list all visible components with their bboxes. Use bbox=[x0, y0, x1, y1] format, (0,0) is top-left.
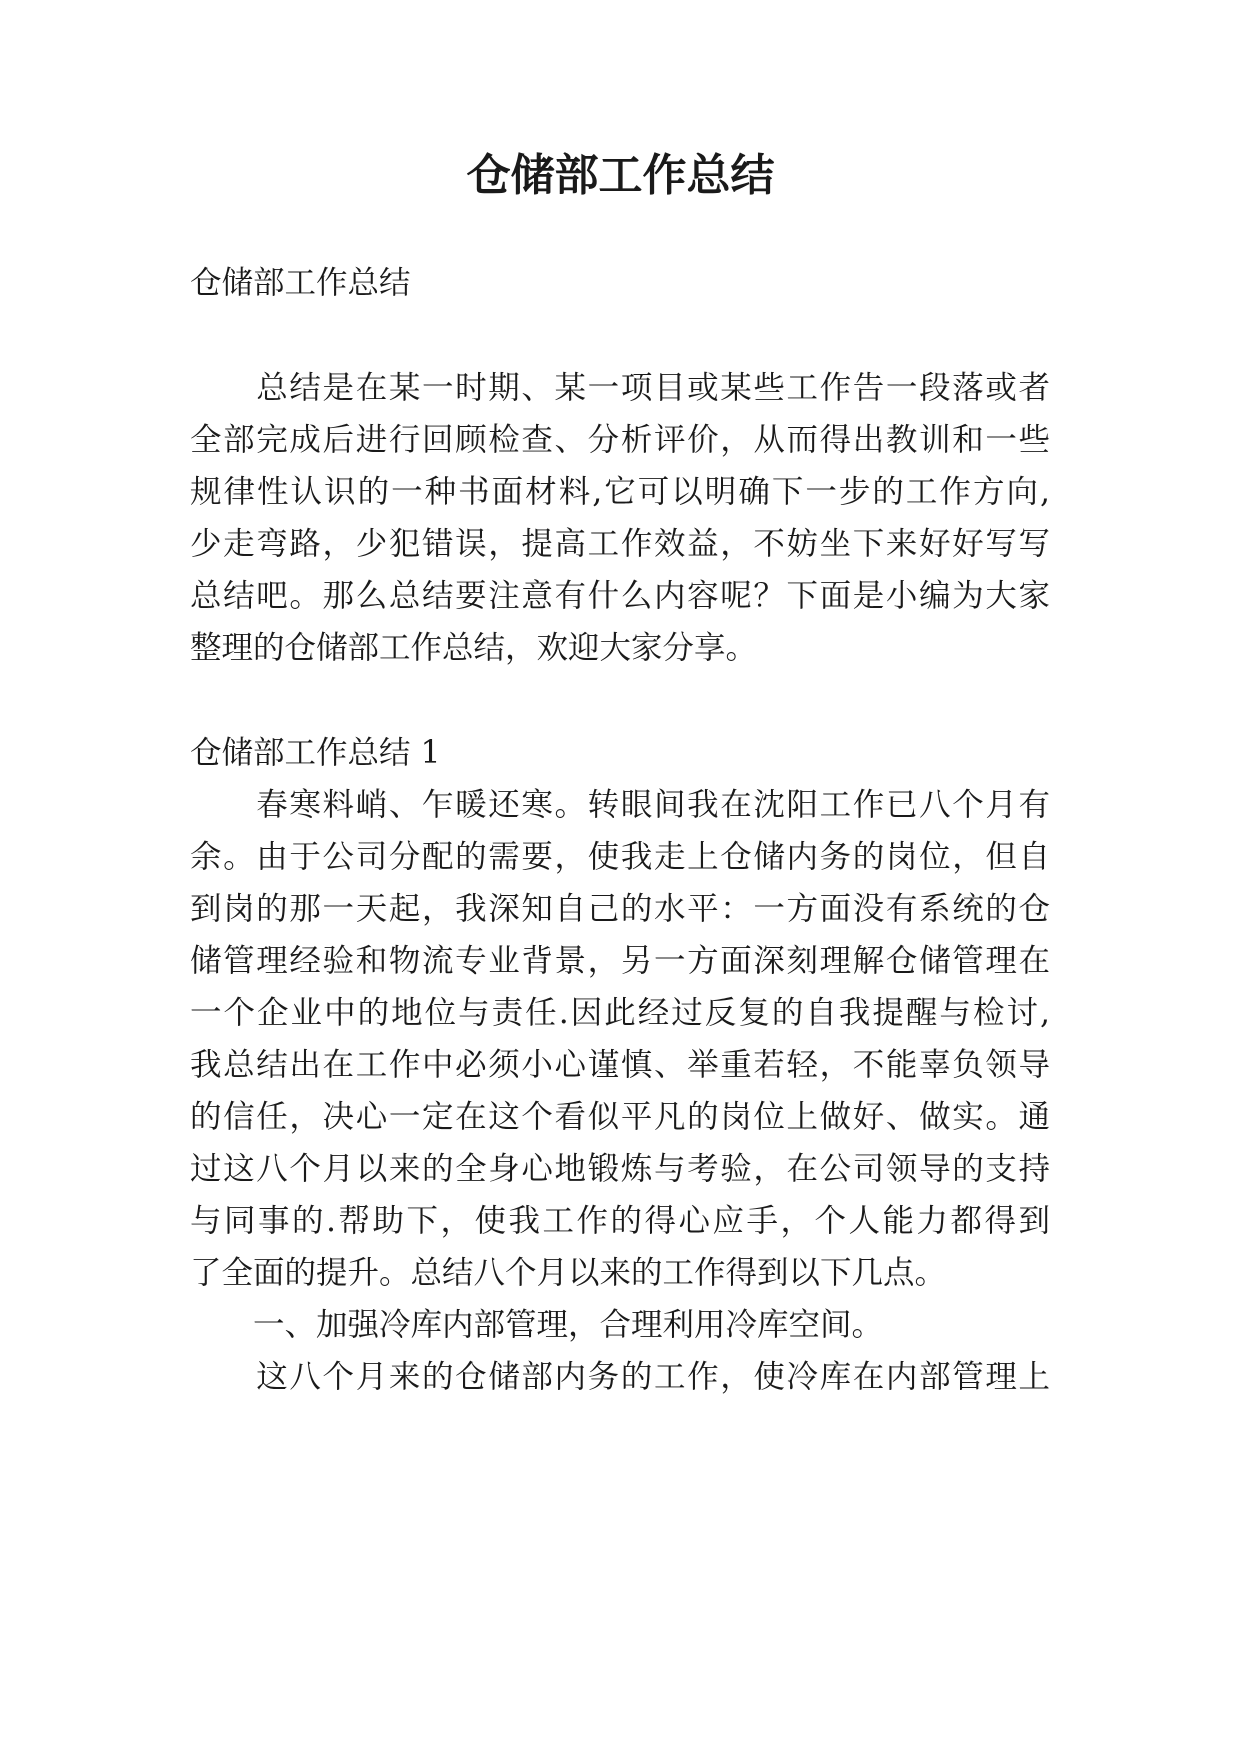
paragraph-line: 过这八个月以来的全身心地锻炼与考验，在公司领导的支持 bbox=[190, 1151, 1050, 1187]
paragraph-line: 全部完成后进行回顾检查、分析评价，从而得出教训和一些 bbox=[190, 422, 1050, 458]
paragraph-line: 这八个月来的仓储部内务的工作，使冷库在内部管理上 bbox=[190, 1359, 1050, 1395]
paragraph-line: 了全面的提升。总结八个月以来的工作得到以下几点。 bbox=[190, 1255, 947, 1291]
paragraph-line: 总结是在某一时期、某一项目或某些工作告一段落或者 bbox=[190, 370, 1050, 406]
paragraph-line: 整理的仓储部工作总结，欢迎大家分享。 bbox=[190, 630, 758, 666]
point-heading: 一、加强冷库内部管理，合理利用冷库空间。 bbox=[190, 1307, 884, 1343]
document-subtitle: 仓储部工作总结 bbox=[190, 265, 411, 301]
paragraph-line: 的信任，决心一定在这个看似平凡的岗位上做好、做实。通 bbox=[190, 1099, 1050, 1135]
section-heading: 仓储部工作总结 1 bbox=[190, 735, 441, 771]
paragraph-line: 余。由于公司分配的需要，使我走上仓储内务的岗位，但自 bbox=[190, 839, 1050, 875]
document-title: 仓储部工作总结 bbox=[466, 150, 775, 201]
paragraph-line: 一个企业中的地位与责任.因此经过反复的自我提醒与检讨, bbox=[190, 995, 1050, 1031]
paragraph-line: 我总结出在工作中必须小心谨慎、举重若轻，不能辜负领导 bbox=[190, 1047, 1050, 1083]
paragraph-line: 储管理经验和物流专业背景，另一方面深刻理解仓储管理在 bbox=[190, 943, 1050, 979]
paragraph-line: 到岗的那一天起，我深知自己的水平：一方面没有系统的仓 bbox=[190, 891, 1050, 927]
paragraph-line: 少走弯路，少犯错误，提高工作效益，不妨坐下来好好写写 bbox=[190, 526, 1050, 562]
paragraph-line: 春寒料峭、乍暖还寒。转眼间我在沈阳工作已八个月有 bbox=[190, 787, 1050, 823]
paragraph-line: 总结吧。那么总结要注意有什么内容呢？下面是小编为大家 bbox=[190, 578, 1050, 614]
paragraph-line: 与同事的.帮助下，使我工作的得心应手，个人能力都得到 bbox=[190, 1203, 1050, 1239]
paragraph-line: 规律性认识的一种书面材料,它可以明确下一步的工作方向, bbox=[190, 474, 1050, 510]
